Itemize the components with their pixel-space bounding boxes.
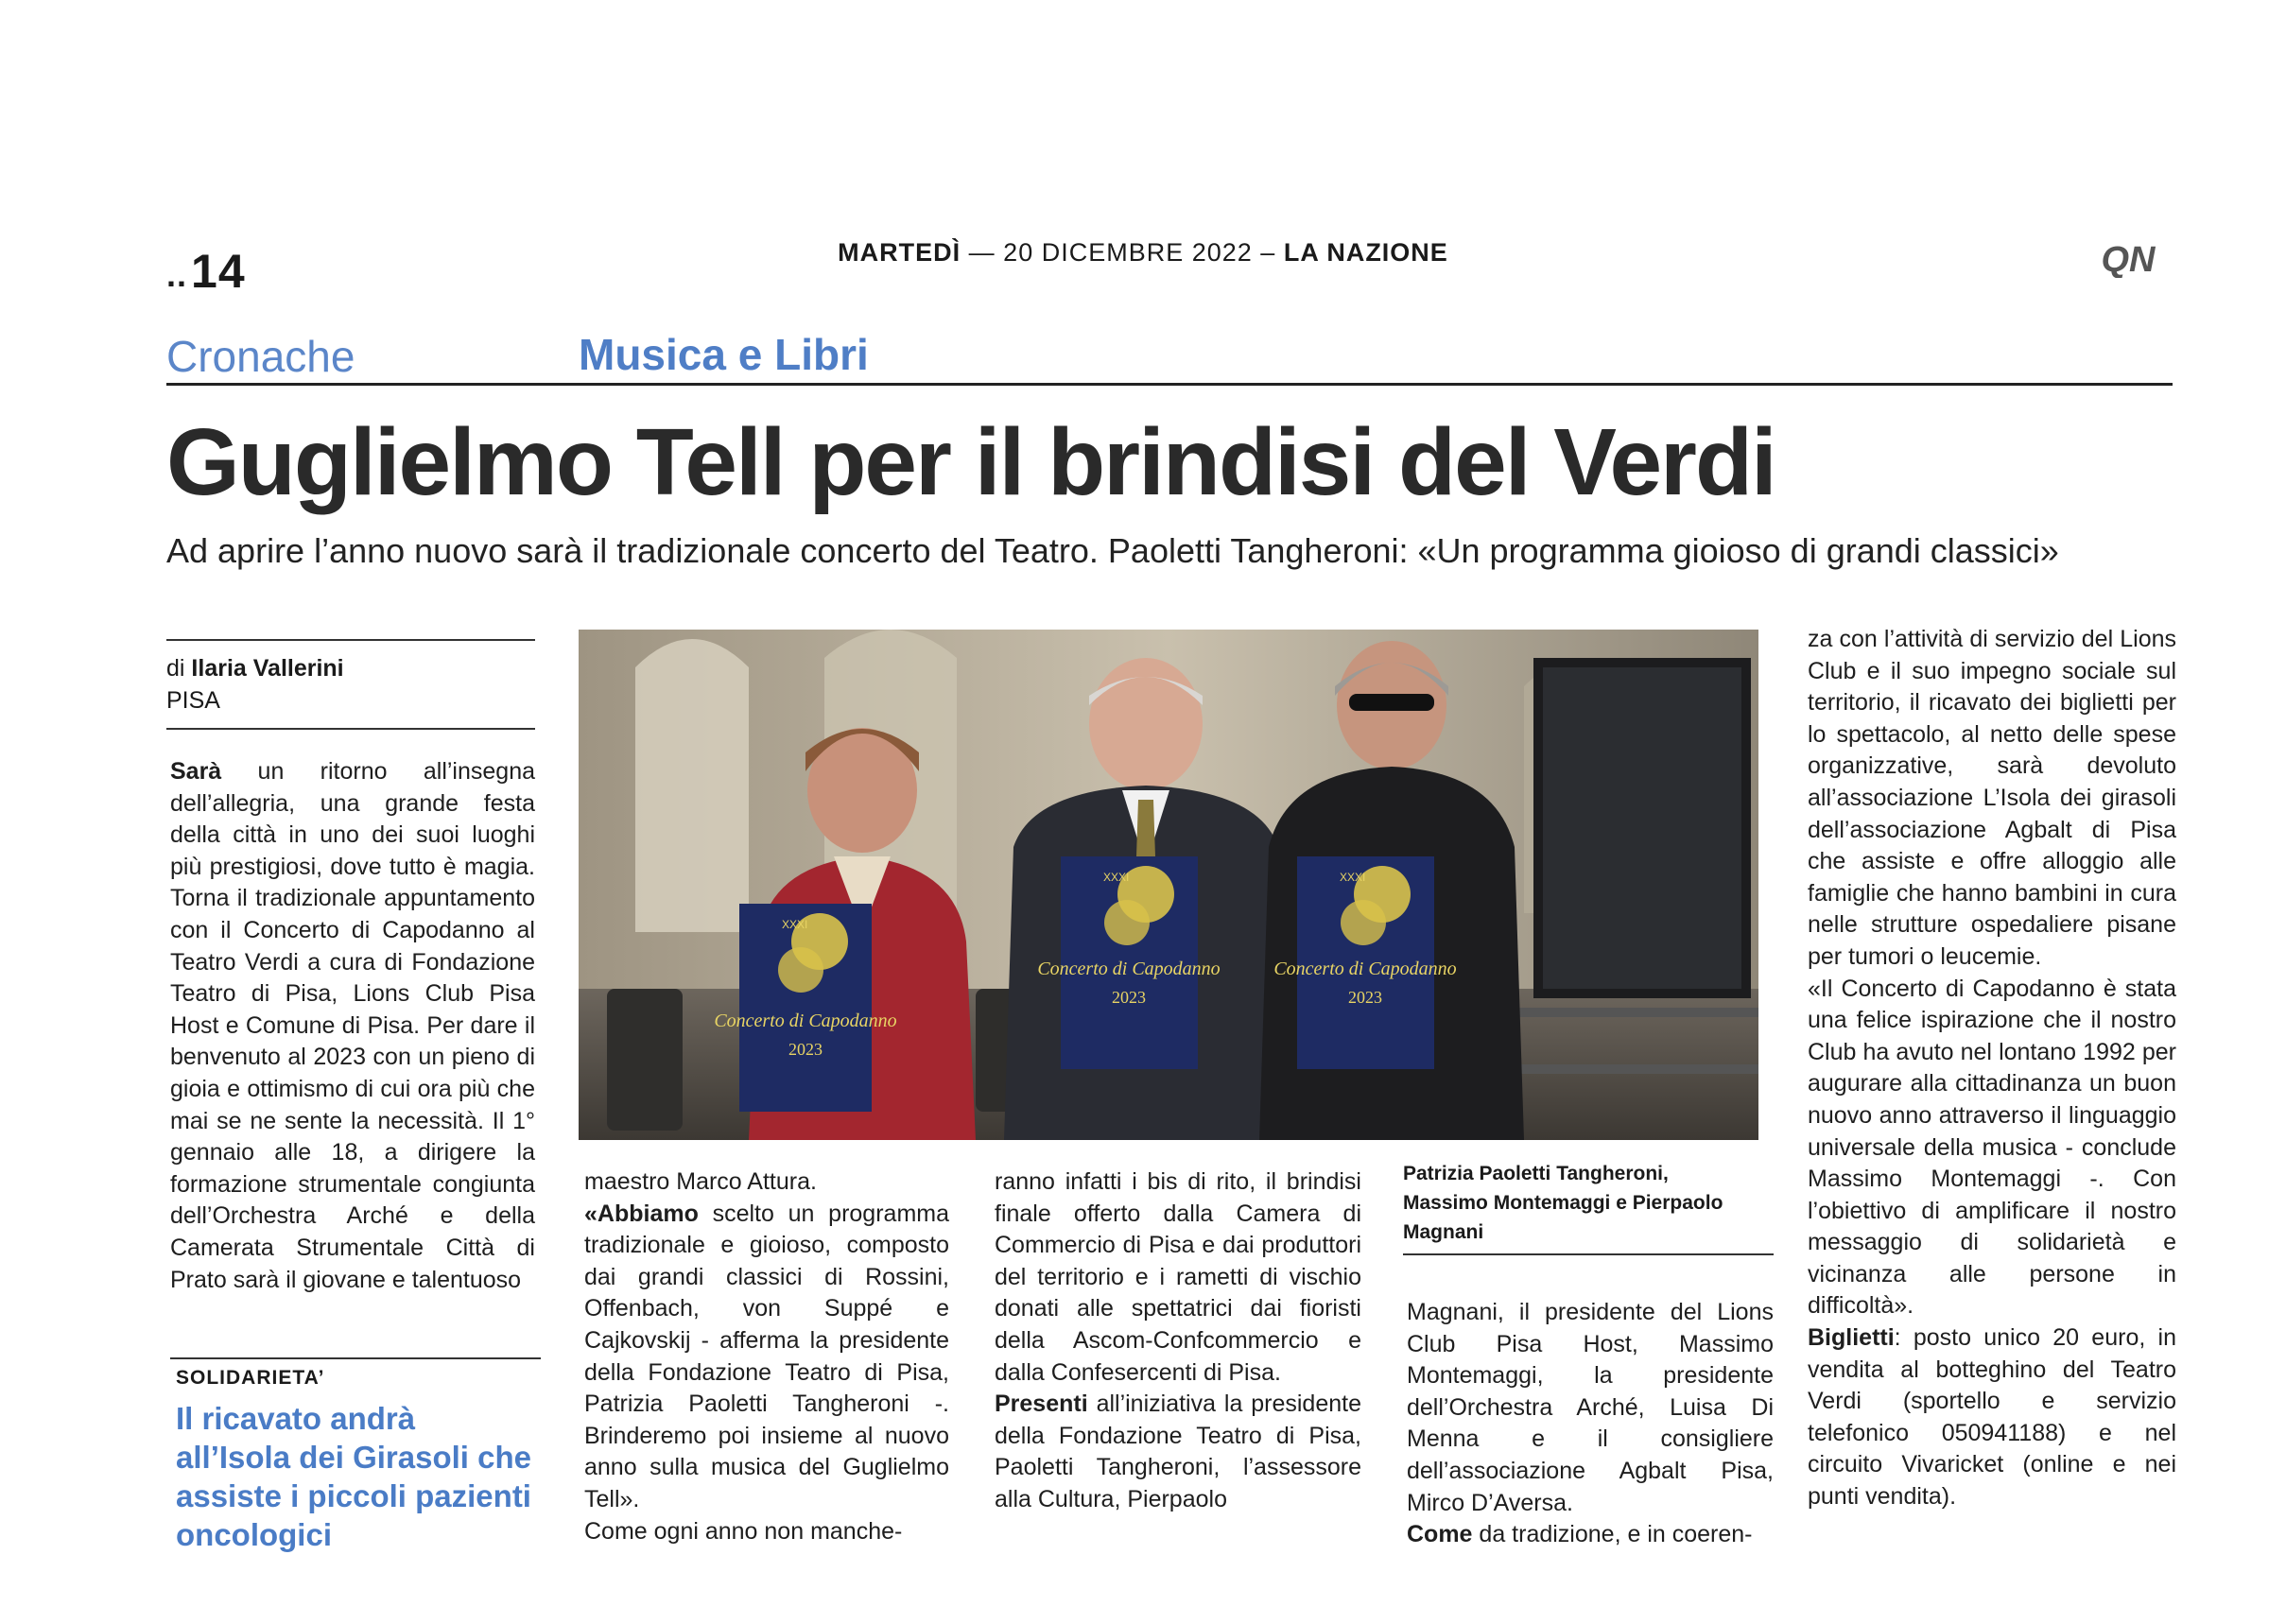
page-number-dots: .. [166,254,188,294]
col5-text: : posto unico 20 euro, in vendita al botteghino del Teatro Verdi (sportello e servizio telefonico 050941188) e nel circuito Vivaricket (online e nei punti vendita). [1808,1324,2176,1511]
photo [579,630,1758,1140]
dateline-paper: LA NAZIONE [1283,238,1448,267]
page-number-value: 14 [191,245,246,298]
poster-3-roman: XXXI [1340,871,1366,884]
column-5 [1808,624,2176,1513]
poster-3-title: Concerto di Capodanno [1273,959,1457,979]
col1-text: un ritorno all’insegna dell’allegria, una grande festa della città in uno dei suoi luoghi più prestigiosi, dove tutto è magia. Torna il tradizionale appuntamento con il Concerto di Capodanno al Teatro Verdi a cura di Fondazione Teatro di Pisa, Lions Club Pisa Host e Comune di Pisa. Per dare il benvenuto al 2023 con un pieno di gioia e ottimismo di cui ora più che mai se ne sente la necessità. Il 1° gennaio alle 18, a dirigere la formazione strumentale congiunta dell’Orchestra Arché e della Camerata Strumentale Città di Prato sarà il giovane e talentuoso [170,758,535,1293]
column-3 [995,1166,1361,1516]
col4-text: da tradizione, e in coeren- [1479,1521,1753,1548]
section-label: Cronache [166,332,355,381]
poster-1-roman: XXXI [782,918,808,931]
poster-1-year: 2023 [788,1040,823,1059]
box-label: SOLIDARIETA’ [176,1367,325,1389]
subsection-label: Musica e Libri [579,330,869,379]
col5-p1: za con l’attività di servizio del Lions Club e il suo impegno sociale sul territorio, il ricavato dei biglietti per lo spettacolo, al netto delle spese organizzative, sarà devoluto all’associazione L’Isola dei girasoli dell’associazione Agbalt di Pisa che assiste e offre alloggio alle famiglie che hanno bambini in cura nelle strutture ospedaliere pisane per tumori o leucemie. [1808,626,2176,970]
dateline-date: — 20 DICEMBRE 2022 – [968,238,1276,267]
box-rule [170,1357,541,1359]
col2-p1: maestro Marco Attura. [584,1168,817,1195]
col5-lead: Biglietti [1808,1324,1895,1352]
column-2 [584,1166,949,1547]
col2-p3: Come ogni anno non manche- [584,1517,903,1545]
poster-2-title: Concerto di Capodanno [1037,959,1221,979]
byline [166,652,344,717]
column-1 [170,756,535,1296]
poster-3-year: 2023 [1348,988,1382,1007]
col5-p2: «Il Concerto di Capodanno è stata una felice ispirazione che il nostro Club ha avuto nel lontano 1992 per augurare alla cittadinanza un buon nuovo anno attraverso il linguaggio universale della musica - conclude Massimo Montemaggi -. Con l’obiettivo di amplificare il nostro messaggio di solidarietà e vicinanza alle persone in difficoltà». [1808,975,2176,1320]
header-rule [166,383,2173,386]
dateline [0,238,2286,268]
poster-2-roman: XXXI [1103,871,1130,884]
headline: Guglielmo Tell per il brindisi del Verdi [166,409,1775,515]
poster-2-year: 2023 [1112,988,1146,1007]
col3-p1: ranno infatti i bis di rito, il brindisi finale offerto dalla Camera di Commercio di Pisa e dai produttori del territorio e i rametti di vischio donati alle spettatrici dai fioristi della Ascom-Confcommercio e dalla Confesercenti di Pisa. [995,1168,1361,1386]
poster-1-title: Concerto di Capodanno [714,1011,897,1031]
byline-prefix: di [166,655,185,682]
col1-lead: Sarà [170,758,222,785]
dateline-day: MARTEDÌ [838,238,961,267]
box-title: Il ricavato andrà all’Isola dei Girasoli che assiste i piccoli pazienti oncologici [176,1401,531,1552]
qn-logo-text: QN [2101,240,2156,278]
col3-lead: Presenti [995,1391,1088,1418]
col4-p1: Magnani, il presidente del Lions Club Pisa Host, Massimo Montemaggi, la presidente dell’Orchestra Arché, Luisa Di Menna e il consigliere dell’associazione Agbalt Pisa, Mirco D’Aversa. [1407,1299,1774,1516]
photo-caption: Patrizia Paoletti Tangheroni, Massimo Montemaggi e Pierpaolo Magnani [1403,1163,1723,1243]
column-4 [1407,1297,1774,1551]
col3-text: all’iniziativa la presidente della Fondazione Teatro di Pisa, Paoletti Tangheroni, l’assessore alla Cultura, Pierpaolo [995,1391,1361,1512]
subheadline: Ad aprire l’anno nuovo sarà il tradizionale concerto del Teatro. Paoletti Tangheroni: «Un programma gioioso di grandi classici» [166,531,2059,570]
col2-lead: «Abbiamo [584,1200,699,1227]
col4-lead: Come [1407,1521,1473,1548]
byline-rule-bottom [166,728,535,730]
byline-location: PISA [166,687,220,714]
byline-rule-top [166,639,535,641]
col2-text: scelto un programma tradizionale e gioioso, composto dai grandi classici di Rossini, Offenbach, von Suppé e Cajkovskij - afferma la presidente della Fondazione Teatro di Pisa, Patrizia Paoletti Tangheroni -. Brinderemo poi insieme al nuovo anno sulla musica del Guglielmo Tell». [584,1200,949,1512]
qn-logo [2085,240,2172,278]
byline-author: Ilaria Vallerini [191,655,344,682]
caption-rule [1403,1253,1774,1255]
